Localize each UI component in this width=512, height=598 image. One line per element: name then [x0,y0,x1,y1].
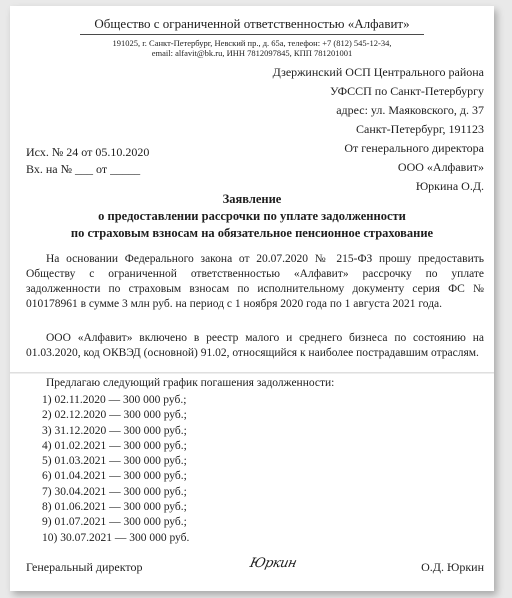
incoming-reference: Вх. на № ___ от _____ [26,162,141,176]
document-page [10,6,494,591]
signatory-name: О.Д. Юркин [421,560,484,574]
company-address-line-2: email: alfavit@bk.ru, ИНН 7812097845, КПП 781201001 [151,48,353,58]
outgoing-reference: Исх. № 24 от 05.10.2020 [26,145,150,159]
schedule-item: 4) 01.02.2021 — 300 000 руб.; [42,439,187,452]
schedule-item: 6) 01.04.2021 — 300 000 руб.; [42,470,187,483]
schedule-item: 1) 02.11.2020 — 300 000 руб.; [42,394,187,406]
recipient-block [273,63,484,196]
paper-fold [10,372,494,374]
document-title: Заявление [222,192,282,206]
schedule-item: 9) 01.07.2021 — 300 000 руб.; [42,516,187,529]
schedule-item: 3) 31.12.2020 — 300 000 руб.; [42,424,187,437]
letterhead-divider [80,34,424,35]
schedule-item: 5) 01.03.2021 — 300 000 руб.; [42,455,187,468]
schedule-item: 7) 30.04.2021 — 300 000 руб.; [42,485,187,498]
recipient-line: Санкт-Петербург, 191123 [356,122,484,136]
schedule-item: 8) 01.06.2021 — 300 000 руб.; [42,501,187,514]
signatory-position: Генеральный директор [26,560,143,574]
payment-schedule [42,393,189,546]
body-paragraph-1: На основании Федерального закона от 20.07.2020 № 215-ФЗ прошу предоставить Обществу с ограниченной ответственностью «Алфавит» рассрочку по уплате задолженности по страховым взносам по исполнительному документу серия ФС № 010178961 в сумме 3 млн руб. на период с 1 ноября 2020 года по 1 августа 2021 года. [26,253,484,310]
recipient-line: ООО «Алфавит» [397,160,484,174]
signature: Юркин [248,556,298,571]
recipient-line: Юркина О.Д. [415,179,484,193]
schedule-item: 2) 02.12.2020 — 300 000 руб.; [42,409,187,422]
reference-block [26,144,149,178]
recipient-line: адрес: ул. Маяковского, д. 37 [336,103,484,117]
recipient-line: Дзержинский ОСП Центрального района [272,65,484,79]
company-name: Общество с ограниченной ответственностью «Алфавит» [94,16,410,31]
body-paragraph-3: Предлагаю следующий график погашения задолженности: [46,377,335,389]
schedule-item: 10) 30.07.2021 — 300 000 руб. [42,531,190,544]
company-address-line-1: 191025, г. Санкт-Петербург, Невский пр., д. 65а, телефон: +7 (812) 545-12-34, [112,38,392,48]
document-subtitle-line-1: о предоставлении рассрочки по уплате задолженности [98,209,406,223]
recipient-line: От генерального директора [344,141,484,155]
recipient-line: УФССП по Санкт-Петербургу [330,84,484,98]
body-paragraph-2: ООО «Алфавит» включено в реестр малого и среднего бизнеса по состоянию на 01.03.2020, код ОКВЭД (основной) 91.02, относящийся к наиболее пострадавшим отраслям. [26,332,484,359]
document-subtitle-line-2: по страховым взносам на обязательное пенсионное страхование [70,226,434,240]
